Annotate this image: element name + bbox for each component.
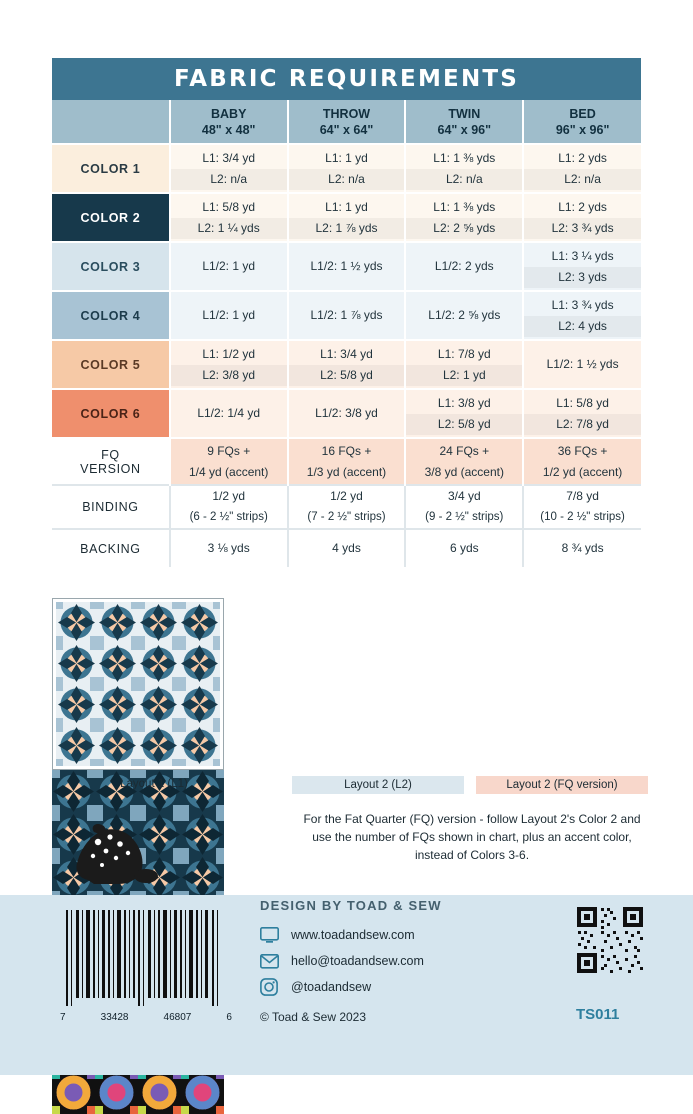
table-cell: 3 ⅛ yds	[170, 529, 288, 567]
table-cell	[170, 340, 288, 389]
table-cell	[288, 193, 406, 242]
quilt-layouts-section	[52, 598, 641, 862]
cell-line-1: L1: 2 yds	[558, 150, 607, 165]
cell-line-1: L1/2: 2 ⅝ yds	[428, 308, 501, 322]
cell-line-2: L2: 1 yd	[406, 365, 522, 386]
table-cell	[405, 340, 523, 389]
cell-line-2: L2: n/a	[406, 169, 522, 190]
cell-line-2: L2: 3 ¾ yds	[524, 218, 641, 239]
cell-line-2: L2: 1 ¼ yds	[171, 218, 287, 239]
cell-line-1: L1: 3 ¾ yds	[551, 297, 614, 312]
quilt-layout-1-caption: Layout 1 (L1)	[120, 778, 188, 790]
table-cell: 6 yds	[405, 529, 523, 567]
envelope-icon	[260, 951, 282, 971]
cell-line-1: 1/2 yd	[330, 489, 363, 503]
barcode	[64, 910, 224, 1010]
table-cell	[405, 485, 523, 529]
qr-code[interactable]	[575, 905, 645, 975]
barcode-digit-right: 6	[226, 1012, 232, 1023]
cell-line-2: (9 - 2 ½" strips)	[425, 511, 504, 523]
quilt-layout-2-fq-caption: Layout 2 (FQ version)	[476, 776, 648, 794]
cell-line-1: L1/2: 1 ½ yds	[546, 357, 619, 371]
table-cell	[170, 144, 288, 193]
cell-line-1: L1: 1 ⅜ yds	[433, 150, 496, 165]
table-cell	[405, 291, 523, 340]
page-title: FABRIC REQUIREMENTS	[52, 58, 641, 100]
email-row[interactable]	[260, 948, 424, 974]
cell-line-1: L1/2: 1 ½ yds	[310, 259, 383, 273]
cell-line-2: L2: 5/8 yd	[289, 365, 405, 386]
toad-logo-icon	[60, 820, 180, 890]
table-cell	[288, 389, 406, 438]
table-cell	[523, 291, 641, 340]
fabric-requirements-table	[52, 58, 641, 567]
row-label-fq-version	[52, 438, 170, 485]
table-cell	[288, 340, 406, 389]
table-row	[52, 193, 641, 242]
row-label-line-2: VERSION	[80, 461, 141, 476]
table-cell	[523, 340, 641, 389]
table-row	[52, 438, 641, 485]
cell-line-2: L2: 3/8 yd	[171, 365, 287, 386]
table-cell: 8 ¾ yds	[523, 529, 641, 567]
header-blank-cell	[52, 100, 170, 144]
cell-line-2: L2: 3 yds	[524, 267, 641, 288]
column-header-bed	[523, 100, 641, 144]
table-cell	[405, 438, 523, 485]
cell-line-1: 16 FQs +	[321, 443, 372, 458]
cell-line-1: L1: 1 yd	[325, 150, 368, 165]
cell-line-1: L1/2: 2 yds	[434, 259, 494, 273]
table-cell	[288, 438, 406, 485]
cell-line-1: L1: 1 ⅜ yds	[433, 199, 496, 214]
column-header-twin	[405, 100, 523, 144]
table-cell	[523, 438, 641, 485]
table-cell	[170, 485, 288, 529]
cell-line-2: L2: 1 ⅞ yds	[289, 218, 405, 239]
row-label-backing: BACKING	[52, 529, 170, 567]
table-cell	[170, 193, 288, 242]
row-label-color-5: COLOR 5	[52, 340, 170, 389]
pattern-code: TS011	[576, 1006, 620, 1023]
table-row	[52, 485, 641, 529]
contact-list	[260, 922, 424, 1000]
fq-version-note: For the Fat Quarter (FQ) version - follow Layout 2's Color 2 and use the number of FQs shown in chart, plus an accent color, instead of Colors 3-6.	[303, 812, 641, 862]
table-cell	[288, 242, 406, 291]
table-row	[52, 529, 641, 567]
table-cell	[288, 485, 406, 529]
cell-line-2: (6 - 2 ½" strips)	[189, 511, 268, 523]
cell-line-2: L2: n/a	[171, 169, 287, 190]
table-cell	[523, 242, 641, 291]
table-cell	[288, 291, 406, 340]
cell-line-1: 9 FQs +	[207, 443, 251, 458]
cell-line-2: L2: n/a	[289, 169, 405, 190]
cell-line-1: L1: 3/4 yd	[202, 150, 256, 165]
column-name: THROW	[322, 106, 371, 121]
table-row	[52, 291, 641, 340]
cell-line-2: L2: 2 ⅝ yds	[406, 218, 522, 239]
table-row	[52, 340, 641, 389]
row-label-color-6: COLOR 6	[52, 389, 170, 438]
monitor-icon	[260, 925, 282, 945]
cell-line-2: 1/4 yd (accent)	[189, 464, 269, 479]
table-cell	[170, 242, 288, 291]
quilt-layout-1-image	[52, 598, 224, 770]
table-row	[52, 242, 641, 291]
table-cell	[405, 193, 523, 242]
cell-line-1: L1/2: 1 yd	[202, 259, 256, 273]
website-label[interactable]: www.toadandsew.com	[291, 928, 415, 942]
row-label-color-4: COLOR 4	[52, 291, 170, 340]
instagram-row[interactable]	[260, 974, 424, 1000]
barcode-digit-left: 7	[60, 1012, 66, 1023]
cell-line-1: 1/2 yd	[212, 489, 246, 503]
row-label-color-1: COLOR 1	[52, 144, 170, 193]
row-label-line-1: FQ	[101, 447, 120, 462]
cell-line-1: L1: 1 yd	[325, 199, 368, 214]
barcode-digits-1: 33428	[100, 1012, 129, 1023]
table-header-row	[52, 100, 641, 144]
design-credit: DESIGN BY TOAD & SEW	[260, 898, 442, 913]
column-name: BABY	[210, 106, 247, 121]
cell-line-2: 1/3 yd (accent)	[306, 464, 387, 479]
table-cell	[523, 193, 641, 242]
table-cell	[405, 144, 523, 193]
cell-line-2: 1/2 yd (accent)	[542, 464, 623, 479]
cell-line-2: (7 - 2 ½" strips)	[307, 511, 386, 523]
table-row	[52, 389, 641, 438]
table-cell	[405, 242, 523, 291]
column-name: TWIN	[448, 106, 481, 121]
cell-line-1: 36 FQs +	[557, 443, 608, 458]
column-size: 64" x 96"	[437, 122, 492, 137]
table-cell: 4 yds	[288, 529, 406, 567]
row-label-color-3: COLOR 3	[52, 242, 170, 291]
instagram-icon	[260, 977, 282, 997]
table-cell	[170, 438, 288, 485]
cell-line-1: L1: 7/8 yd	[437, 346, 491, 361]
table-row	[52, 144, 641, 193]
cell-line-1: L1: 5/8 yd	[556, 395, 609, 410]
cell-line-1: L1/2: 1/4 yd	[197, 406, 261, 420]
cell-line-2: L2: n/a	[524, 169, 641, 190]
table-cell	[170, 389, 288, 438]
quilt-layout-2-caption: Layout 2 (L2)	[292, 776, 464, 794]
row-label-color-2: COLOR 2	[52, 193, 170, 242]
cell-line-2: (10 - 2 ½" strips)	[540, 511, 625, 523]
barcode-number	[60, 1012, 232, 1023]
copyright-text: © Toad & Sew 2023	[260, 1010, 367, 1024]
table-cell	[523, 144, 641, 193]
cell-line-1: L1/2: 3/8 yd	[315, 406, 378, 420]
cell-line-1: L1: 2 yds	[558, 199, 607, 214]
column-name: BED	[569, 106, 596, 121]
website-row[interactable]	[260, 922, 424, 948]
cell-line-1: 24 FQs +	[439, 443, 490, 458]
barcode-digits-2: 46807	[163, 1012, 192, 1023]
table-cell	[170, 291, 288, 340]
table-cell	[523, 485, 641, 529]
cell-line-2: L2: 7/8 yd	[524, 414, 641, 435]
cell-line-1: 3/4 yd	[447, 489, 481, 503]
table-cell	[288, 144, 406, 193]
cell-line-2: 3/8 yd (accent)	[424, 464, 504, 479]
table-title-row	[52, 58, 641, 100]
cell-line-1: L1: 1/2 yd	[202, 346, 256, 361]
cell-line-1: L1/2: 1 yd	[202, 308, 256, 322]
column-size: 64" x 64"	[319, 122, 374, 137]
cell-line-1: L1/2: 1 ⅞ yds	[310, 308, 383, 322]
column-size: 96" x 96"	[555, 122, 610, 137]
cell-line-1: L1: 3/8 yd	[437, 395, 491, 410]
column-header-baby	[170, 100, 288, 144]
cell-line-1: L1: 5/8 yd	[202, 199, 256, 214]
cell-line-2: L2: 5/8 yd	[406, 414, 522, 435]
table-cell	[405, 389, 523, 438]
table-cell	[523, 389, 641, 438]
column-size: 48" x 48"	[201, 122, 256, 137]
cell-line-1: L1: 3 ¼ yds	[551, 248, 614, 263]
email-label[interactable]: hello@toadandsew.com	[291, 954, 424, 968]
row-label-binding: BINDING	[52, 485, 170, 529]
instagram-label[interactable]: @toadandsew	[291, 980, 372, 994]
cell-line-1: 7/8 yd	[566, 489, 599, 503]
cell-line-2: L2: 4 yds	[524, 316, 641, 337]
cell-line-1: L1: 3/4 yd	[320, 346, 373, 361]
column-header-throw	[288, 100, 406, 144]
